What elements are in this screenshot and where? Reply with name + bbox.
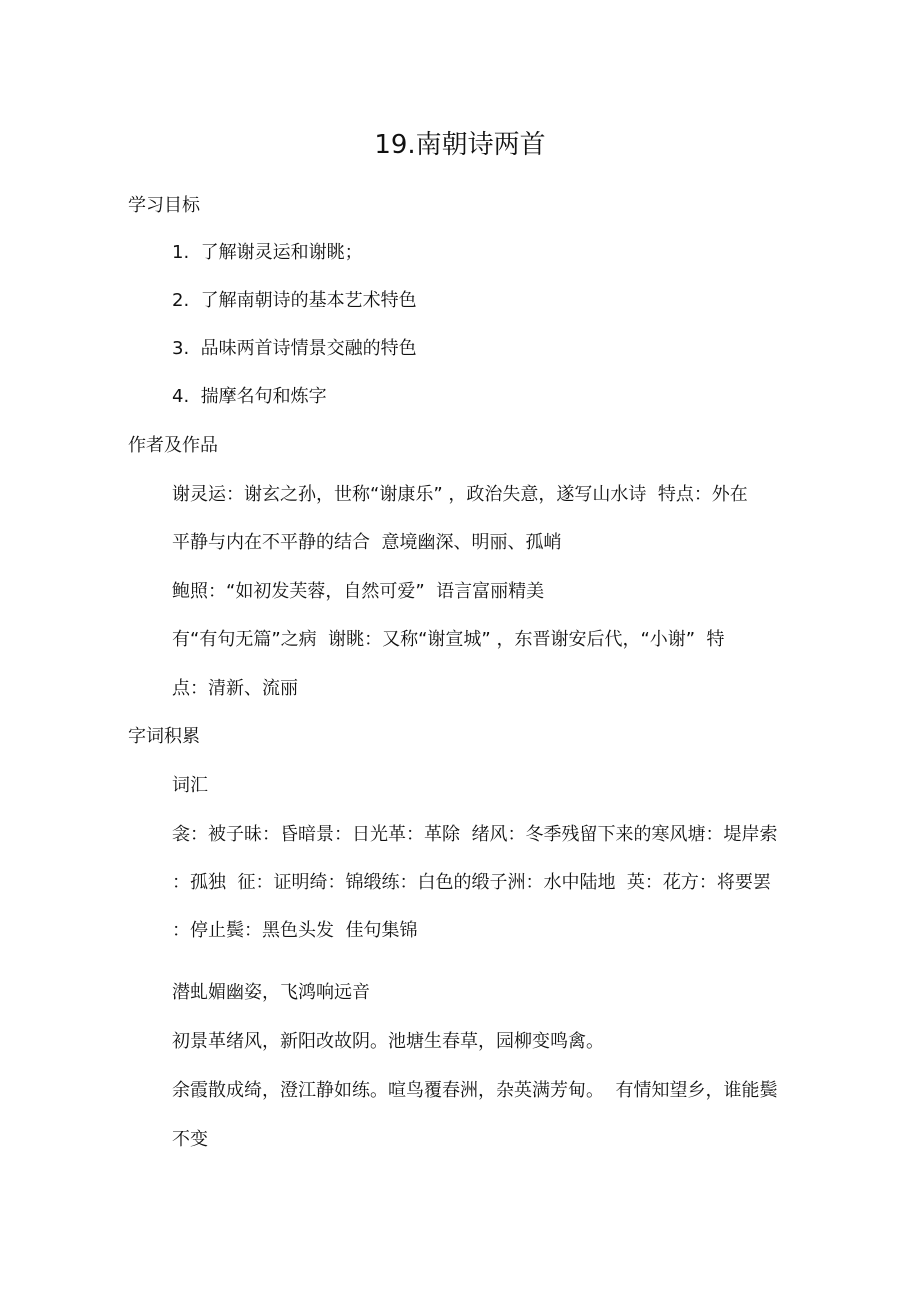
author-line: 谢灵运：谢玄之孙，世称“谢康乐” ，政治失意，遂写山水诗 特点：外在 [172,484,748,505]
quote-line: 不变 [172,1129,208,1150]
heading-vocab: 字词积累 [128,726,200,747]
heading-authors: 作者及作品 [128,435,218,456]
author-line: 平静与内在不平静的结合 意境幽深、明丽、孤峭 [172,532,562,553]
author-line: 鲍照：“如初发芙蓉，自然可爱” 语言富丽精美 [172,581,545,602]
subheading-words: 词汇 [172,775,208,796]
quote-line: 余霞散成绮，澄江静如练。喧鸟覆春洲，杂英满芳甸。 有情知望乡，谁能鬓 [172,1080,778,1101]
vocab-line: 衾：被子昧：昏暗景：日光革：革除 绪风：冬季残留下来的寒风塘：堤岸索 [172,824,778,845]
goal-item: 2. 了解南朝诗的基本艺术特色 [172,290,417,311]
author-line: 有“有句无篇”之病 谢眺：又称“谢宣城” ，东晋谢安后代，“小谢” 特 [172,629,725,650]
goal-item: 1. 了解谢灵运和谢眺； [172,242,363,263]
goal-item: 4. 揣摩名句和炼字 [172,386,327,407]
heading-goals: 学习目标 [128,195,200,216]
goal-item: 3. 品味两首诗情景交融的特色 [172,338,417,359]
quote-line: 初景革绪风，新阳改故阴。池塘生春草，园柳变鸣禽。 [172,1031,604,1052]
quote-line: 潜虬媚幽姿，飞鸿响远音 [172,982,370,1003]
page-title: 19.南朝诗两首 [374,130,546,160]
author-line: 点：清新、流丽 [172,678,298,699]
vocab-line: ：停止鬓：黑色头发 佳句集锦 [172,920,418,941]
vocab-line: ：孤独 征：证明绮：锦缎练：白色的缎子洲：水中陆地 英：花方：将要罢 [172,872,771,893]
